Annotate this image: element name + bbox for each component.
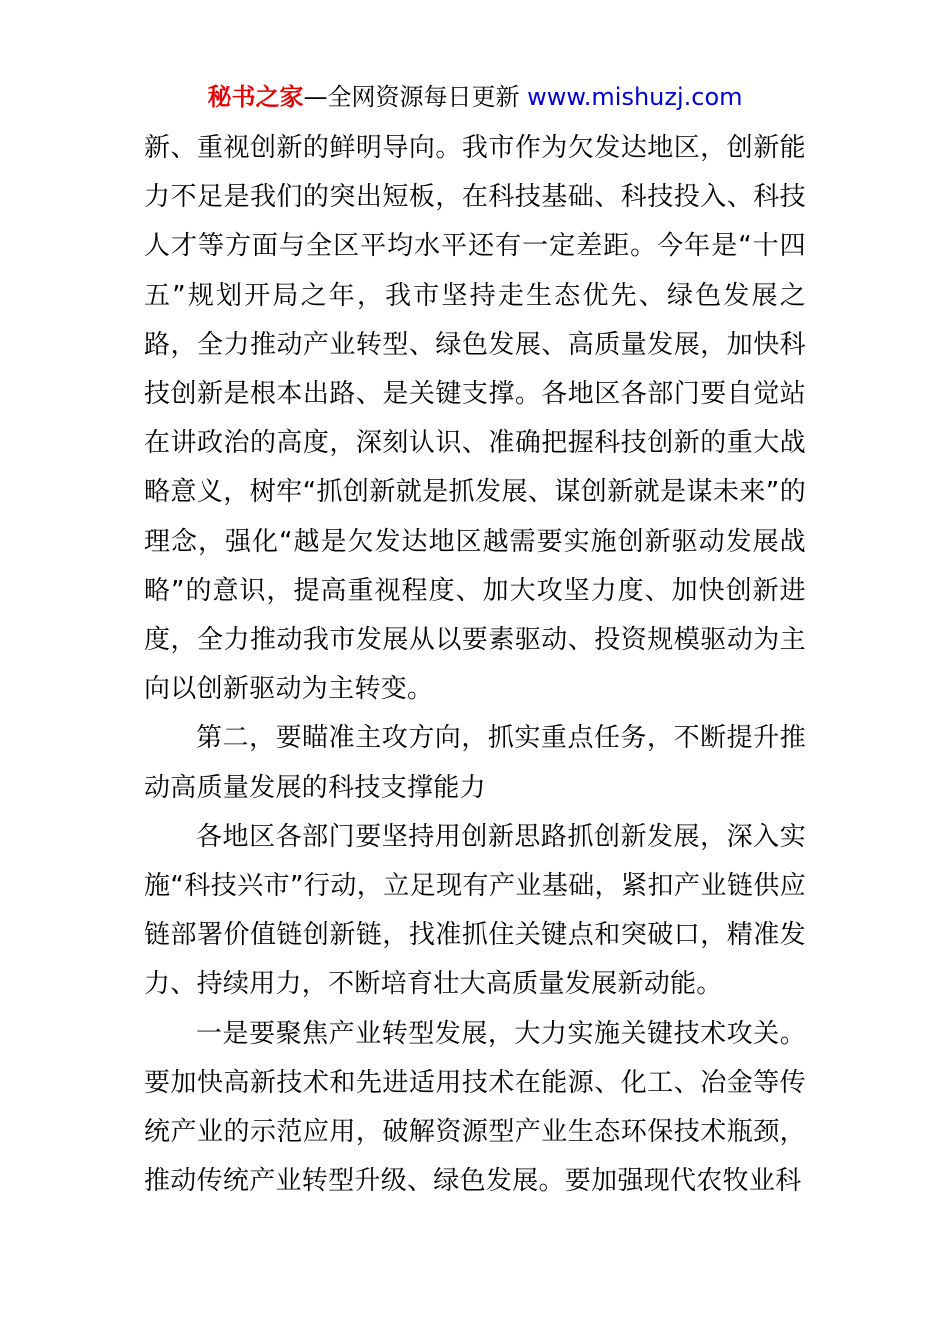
document-body <box>144 124 806 1206</box>
section-heading-paragraph: 第二，要瞄准主攻方向，抓实重点任务，不断提升推动高质量发展的科技支撑能力 <box>144 723 806 803</box>
watermark-header <box>0 80 950 114</box>
website-url: www.mishuzj.com <box>527 83 743 111</box>
paragraph: 新、重视创新的鲜明导向。我市作为欠发达地区，创新能力不足是我们的突出短板，在科技基础、科技投入、科技人才等方面与全区平均水平还有一定差距。今年是“十四五”规划开局之年，我市坚持走生态优先、绿色发展之路，全力推动产业转型、绿色发展、高质量发展，加快科技创新是根本出路、是关键支撑。各地区各部门要自觉站在讲政治的高度，深刻认识、准确把握科技创新的重大战略意义，树牢“抓创新就是抓发展、谋创新就是谋未来”的理念，强化“越是欠发达地区越需要实施创新驱动发展战略”的意识，提高重视程度、加大攻坚力度、加快创新进度，全力推动我市发展从以要素驱动、投资规模驱动为主向以创新驱动为主转变。 <box>144 133 806 705</box>
paragraph: 一是要聚焦产业转型发展，大力实施关键技术攻关。要加快高新技术和先进适用技术在能源、化工、冶金等传统产业的示范应用，破解资源型产业生态环保技术瓶颈，推动传统产业转型升级、绿色发展。要加强现代农牧业科 <box>144 1018 806 1197</box>
paragraph: 各地区各部门要坚持用创新思路抓创新发展，深入实施“科技兴市”行动，立足现有产业基础，紧扣产业链供应链部署价值链创新链，找准抓住关键点和突破口，精准发力、持续用力，不断培育壮大高质量发展新动能。 <box>144 821 806 1000</box>
header-slogan: —全网资源每日更新 <box>303 83 528 111</box>
brand-name: 秘书之家 <box>207 83 304 111</box>
